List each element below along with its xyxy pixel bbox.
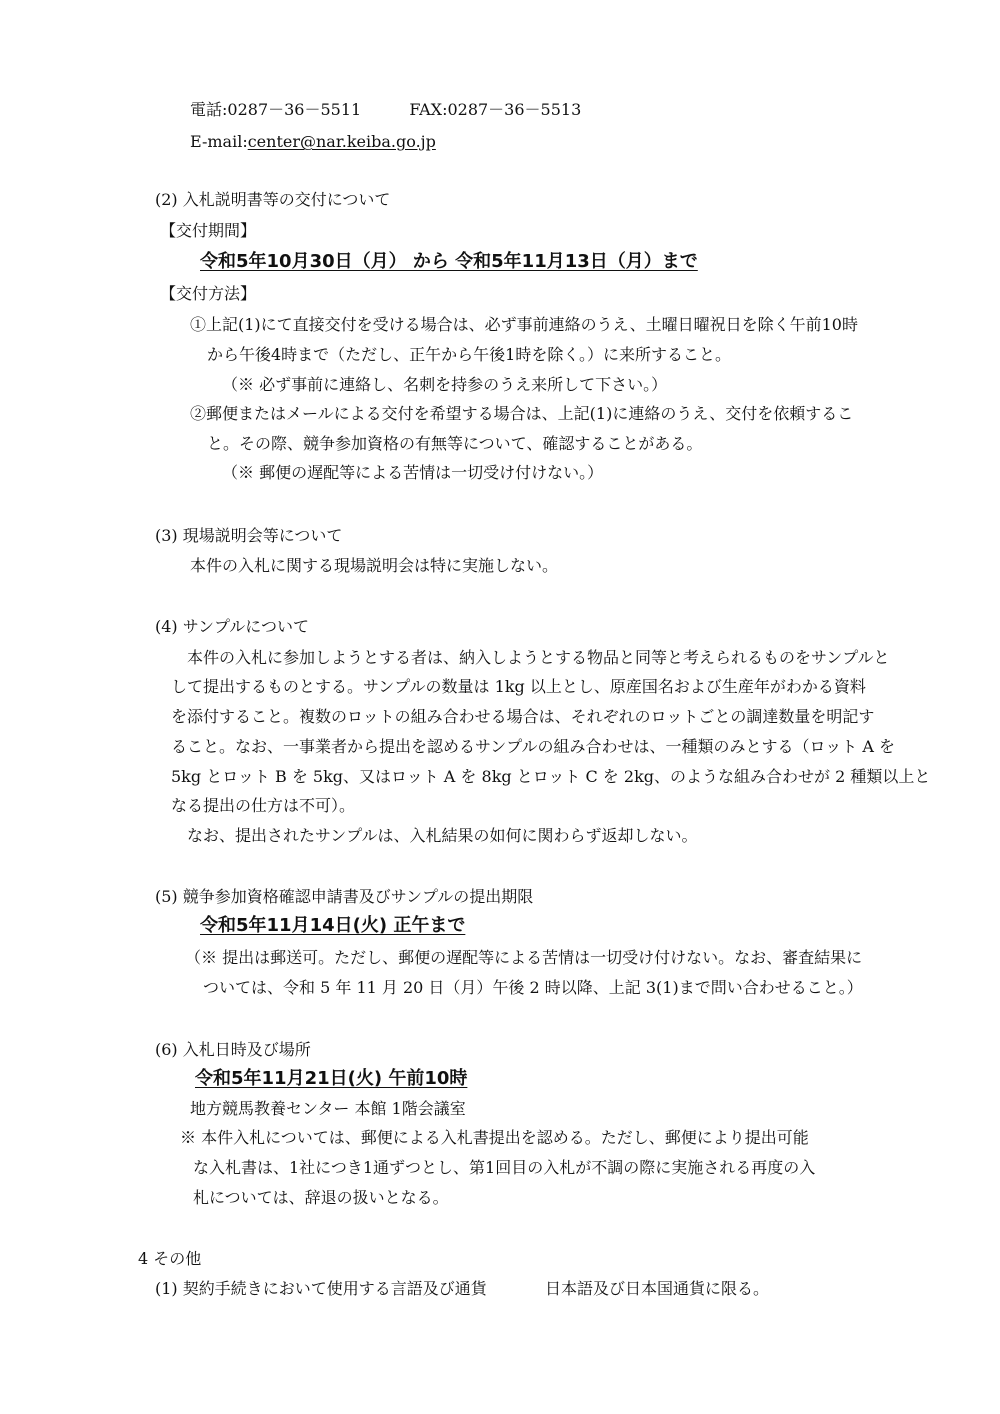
email-label: E-mail: bbox=[190, 132, 248, 151]
fax-number: 0287－36－5513 bbox=[447, 100, 582, 119]
bid-place: 地方競馬教養センター 本館 1階会議室 bbox=[190, 1099, 466, 1118]
section-4-para-1-line-6: なる提出の仕方は不可）。 bbox=[171, 796, 356, 815]
method-item-2-line-2: と。その際、競争参加資格の有無等について、確認することがある。 bbox=[207, 434, 703, 453]
other-item-1-value: 日本語及び日本国通貨に限る。 bbox=[545, 1279, 770, 1298]
section-4-para-1-line-2: して提出するものとする。サンプルの数量は 1kg 以上とし、原産国名および生産年がわかる資料 bbox=[171, 677, 866, 696]
distribution-period: 令和5年10月30日（月） から 令和5年11月13日（月）まで bbox=[200, 251, 698, 272]
contact-phone-line bbox=[190, 100, 581, 120]
section-2-heading: (2) 入札説明書等の交付について bbox=[155, 190, 391, 209]
section-6-heading: (6) 入札日時及び場所 bbox=[155, 1040, 311, 1059]
section-6-note-line-1: ※ 本件入札については、郵便による入札書提出を認める。ただし、郵便により提出可能 bbox=[180, 1128, 809, 1147]
section-4-para-2: なお、提出されたサンプルは、入札結果の如何に関わらず返却しない。 bbox=[187, 826, 698, 845]
section-3-body: 本件の入札に関する現場説明会は特に実施しない。 bbox=[190, 556, 559, 575]
section-6-note-line-3: 札については、辞退の扱いとなる。 bbox=[193, 1188, 449, 1207]
fax-label: FAX: bbox=[409, 100, 448, 119]
section-5-note-line-1: （※ 提出は郵送可。ただし、郵便の遅配等による苦情は一切受け付けない。なお、審査結果に bbox=[185, 948, 863, 967]
contact-email-line bbox=[190, 132, 436, 152]
section-4-para-1-line-3: を添付すること。複数のロットの組み合わせる場合は、それぞれのロットごとの調達数量を明記す bbox=[171, 707, 875, 726]
method-item-2-line-1: ②郵便またはメールによる交付を希望する場合は、上記(1)に連絡のうえ、交付を依頼するこ bbox=[190, 404, 854, 423]
tel-label: 電話: bbox=[190, 100, 228, 119]
section-4-para-1-line-1: 本件の入札に参加しようとする者は、納入しようとする物品と同等と考えられるものをサンプルと bbox=[187, 648, 890, 667]
bid-datetime: 令和5年11月21日(火) 午前10時 bbox=[195, 1068, 468, 1089]
section-3-heading: (3) 現場説明会等について bbox=[155, 526, 343, 545]
method-item-1-line-2: から午後4時まで（ただし、正午から午後1時を除く。）に来所すること。 bbox=[207, 345, 732, 364]
submission-deadline: 令和5年11月14日(火) 正午まで bbox=[200, 915, 466, 936]
section-4-heading: (4) サンプルについて bbox=[155, 617, 309, 636]
tel-number: 0287－36－5511 bbox=[227, 100, 362, 119]
section-5-heading: (5) 競争参加資格確認申請書及びサンプルの提出期限 bbox=[155, 887, 534, 906]
section-5-note-line-2: ついては、令和 5 年 11 月 20 日（月）午後 2 時以降、上記 3(1)まで問い合わせること。） bbox=[203, 978, 863, 997]
method-label: 【交付方法】 bbox=[160, 284, 257, 303]
other-item-1-label: (1) 契約手続きにおいて使用する言語及び通貨 bbox=[155, 1279, 487, 1298]
method-item-1-note: （※ 必ず事前に連絡し、名刺を持参のうえ来所して下さい。） bbox=[222, 375, 668, 394]
period-label: 【交付期間】 bbox=[160, 221, 257, 240]
section-6-note-line-2: な入札書は、1社につき1通ずつとし、第1回目の入札が不調の際に実施される再度の入 bbox=[193, 1158, 816, 1177]
email-link[interactable]: center@nar.keiba.go.jp bbox=[247, 132, 436, 151]
section-4-para-1-line-5: 5kg とロット B を 5kg、又はロット A を 8kg とロット C を 2kg、のような組み合わせが 2 種類以上と bbox=[171, 767, 931, 786]
method-item-2-note: （※ 郵便の遅配等による苦情は一切受け付けない。） bbox=[222, 463, 604, 482]
section-other-heading: 4 その他 bbox=[138, 1249, 202, 1268]
section-4-para-1-line-4: ること。なお、一事業者から提出を認めるサンプルの組み合わせは、一種類のみとする（ロット A を bbox=[171, 737, 895, 756]
method-item-1-line-1: ①上記(1)にて直接交付を受ける場合は、必ず事前連絡のうえ、土曜日曜祝日を除く午前10時 bbox=[190, 315, 858, 334]
